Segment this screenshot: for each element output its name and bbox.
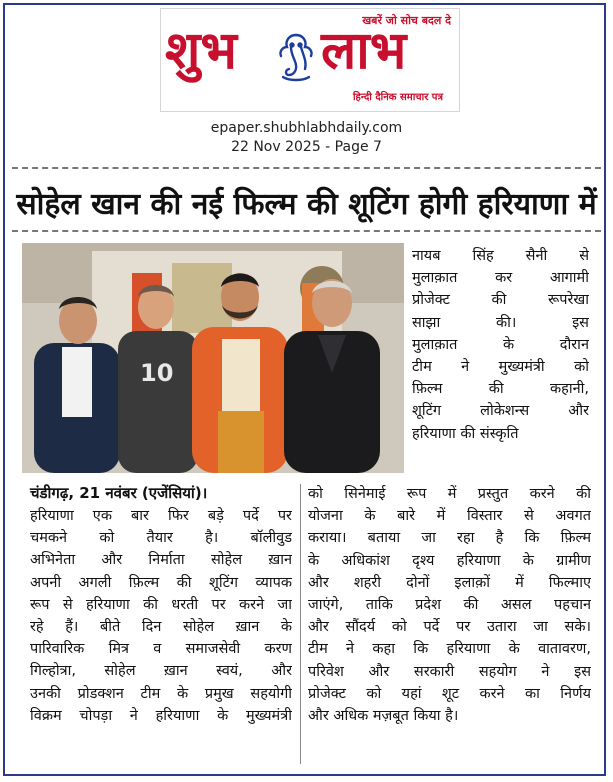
text-line: रहे हैं। बीते दिन सोहेल ख़ान के — [30, 618, 292, 635]
headline-divider — [12, 230, 601, 232]
text-line: प्रोजेक्ट की रूपरेखा — [412, 292, 589, 309]
text-line: टीम ने मुख्यमंत्री को — [412, 358, 589, 375]
source-site: epaper.shubhlabhdaily.com — [210, 120, 403, 136]
logo-subtag: हिन्दी दैनिक समाचार पत्र — [352, 92, 443, 103]
ganesh-icon — [273, 31, 319, 83]
column-divider — [300, 484, 301, 764]
text-line: के अधिकांश दृश्य हरियाणा के ग्रामीण — [308, 552, 591, 569]
text-line: जाएंगे, ताकि प्रदेश की असल पहचान — [308, 596, 591, 613]
logo-tagline: खबरें जो सोच बदल दे — [362, 14, 451, 27]
text-line: परिवेश और सरकारी सहयोग ने इस — [308, 663, 591, 680]
article-column-right-bottom — [308, 483, 591, 727]
text-line: मुलाक़ात कर आगामी — [412, 270, 589, 287]
svg-text:10: 10 — [140, 359, 174, 387]
text-line: और शहरी दोनों इलाक़ों में फिल्माए — [308, 574, 591, 591]
text-line: साझा की। इस — [412, 314, 589, 331]
text-line: अभिनेता और निर्माता सोहेल ख़ान — [30, 552, 292, 569]
text-line: अपनी अगली फ़िल्म की शूटिंग व्यापक — [30, 574, 292, 591]
text-line: गिल्होत्रा, सोहेल ख़ान स्वयं, और — [30, 663, 292, 680]
text-line: पारिवारिक मित्र व समाजसेवी करण — [30, 641, 292, 658]
text-line: और अधिक मज़बूत किया है। — [308, 707, 459, 724]
article-dateline: चंडीगढ़, 21 नवंबर (एजेंसियां)। — [30, 484, 208, 502]
logo-word-left: शुभ — [165, 20, 237, 81]
top-divider — [12, 167, 601, 169]
group-photo-illustration — [22, 243, 404, 473]
article-column-left — [30, 505, 292, 727]
text-line: प्रोजेक्ट को यहां शूट करने का निर्णय — [308, 685, 591, 702]
text-line: रूप से हरियाणा की धरती पर करने जा — [30, 596, 292, 613]
text-line: कराया। बताया जा रहा है कि फ़िल्म — [308, 530, 591, 547]
newspaper-logo — [160, 8, 460, 112]
text-line: नायब सिंह सैनी से — [412, 248, 589, 264]
text-line: मुलाक़ात के दौरान — [412, 336, 589, 353]
text-line: फ़िल्म की कहानी, — [412, 381, 589, 398]
text-line: उनकी प्रोडक्शन टीम के प्रमुख सहयोगी — [30, 685, 292, 702]
text-line: और सौंदर्य को पर्दे पर उतारा जा सके। — [308, 619, 591, 636]
text-line: हरियाणा एक बार फिर बड़े पर्दे पर — [30, 508, 292, 524]
text-line: योजना के बारे में विस्तार से अवगत — [308, 508, 591, 525]
logo-word-right: लाभ — [321, 20, 407, 81]
text-line: टीम ने कहा कि हरियाणा के वातावरण, — [308, 641, 591, 658]
text-line: को सिनेमाई रूप में प्रस्तुत करने की — [308, 486, 591, 502]
text-line: हरियाणा की संस्कृति — [412, 425, 519, 442]
source-edition: 22 Nov 2025 - Page 7 — [231, 139, 382, 155]
article-photo — [22, 243, 404, 473]
text-line: विक्रम चोपड़ा ने हरियाणा के मुख्यमंत्री — [30, 707, 292, 724]
text-line: चमकने को तैयार है। बॉलीवुड — [30, 530, 292, 547]
article-column-right-top — [412, 245, 589, 445]
text-line: शूटिंग लोकेशन्स और — [412, 403, 589, 420]
article-headline: सोहेल खान की नई फिल्म की शूटिंग होगी हरियाणा में — [16, 187, 597, 222]
